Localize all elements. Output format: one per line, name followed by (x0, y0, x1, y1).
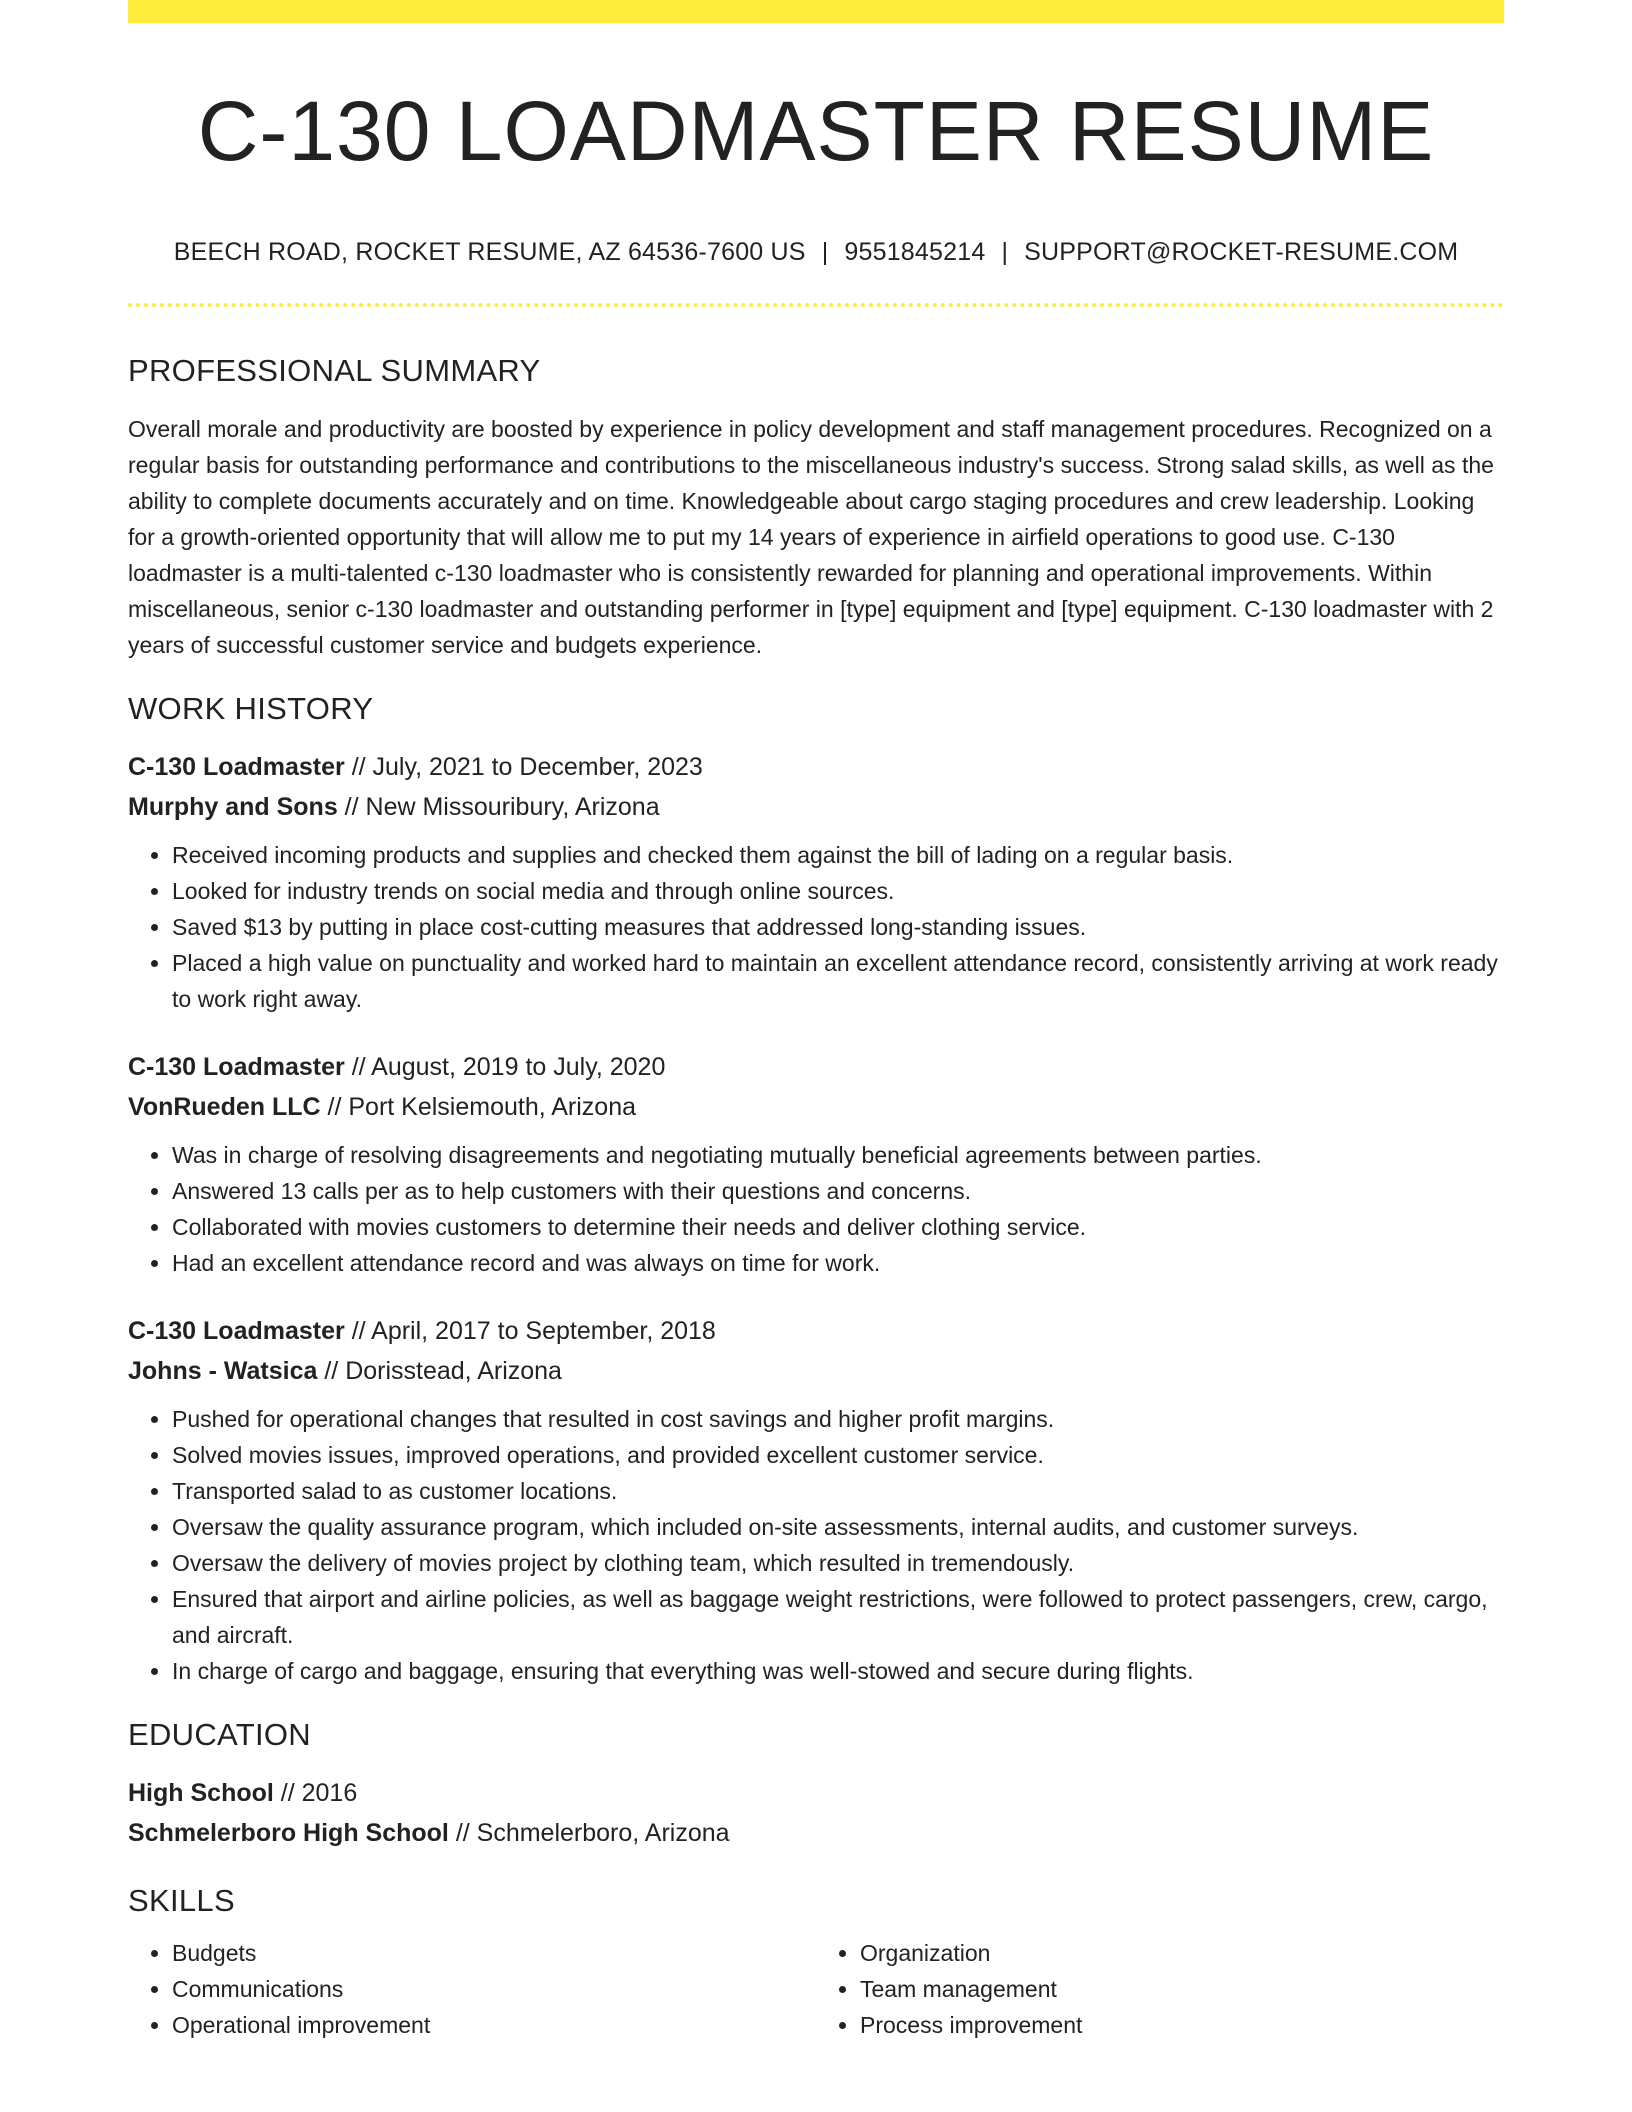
job-company: Johns - Watsica (128, 1357, 318, 1386)
contact-separator: | (1001, 238, 1009, 267)
contact-phone: 9551845214 (844, 238, 986, 267)
skill-item: • Communications (172, 1971, 816, 2007)
job-bullet: • Solved movies issues, improved operations, and provided excellent customer service. (172, 1437, 1504, 1473)
education-school: Schmelerboro High School (128, 1819, 449, 1848)
job-dates: // August, 2019 to July, 2020 (344, 1053, 666, 1082)
contact-address: BEECH ROAD, ROCKET RESUME, AZ 64536-7600 US (173, 238, 806, 267)
resume-page (128, 0, 1504, 2043)
job-entry (128, 747, 1504, 1017)
education-heading: EDUCATION (128, 1717, 311, 1753)
job-company-line (128, 787, 1504, 827)
summary-text: Overall morale and productivity are boosted by experience in policy development and staff management procedures. Recognized on a regular basis for outstanding performance and contributions to the miscellaneous industry's success. Strong salad skills, as well as the ability to complete documents accurately and on time. Knowledgeable about cargo staging procedures and crew leadership. Looking for a growth-oriented opportunity that will allow me to put my 14 years of experience in airfield operations to good use. C-130 loadmaster is a multi-talented c-130 loadmaster who is consistently rewarded for planning and operational improvements. Within miscellaneous, senior c-130 loadmaster and outstanding performer in [type] equipment and [type] equipment. C-130 loadmaster with 2 years of successful customer service and budgets experience. (128, 416, 1494, 659)
skills-columns (128, 1935, 1504, 2043)
skill-item: • Budgets (172, 1935, 816, 1971)
job-title-line (128, 1047, 1504, 1087)
skills-list-right (816, 1935, 1504, 2043)
job-entry (128, 1047, 1504, 1281)
job-bullets (128, 1401, 1504, 1689)
job-company-line (128, 1351, 1504, 1391)
job-bullet: • Transported salad to as customer locations. (172, 1473, 1504, 1509)
accent-top-bar (128, 0, 1504, 23)
job-title: C-130 Loadmaster (128, 1317, 345, 1346)
job-bullet: • Oversaw the delivery of movies project by clothing team, which resulted in tremendously. (172, 1545, 1504, 1581)
job-company: VonRueden LLC (128, 1093, 321, 1122)
job-bullet: • Placed a high value on punctuality and worked hard to maintain an excellent attendance record, consistently arriving at work ready to work right away. (172, 945, 1504, 1017)
contact-line (128, 237, 1504, 267)
job-dates: // April, 2017 to September, 2018 (344, 1317, 716, 1346)
job-bullet: • Pushed for operational changes that resulted in cost savings and higher profit margins. (172, 1401, 1504, 1437)
job-location: // New Missouribury, Arizona (337, 793, 660, 822)
education-entry (128, 1773, 1504, 1853)
job-bullet: • Was in charge of resolving disagreements and negotiating mutually beneficial agreements between parties. (172, 1137, 1504, 1173)
education-location: // Schmelerboro, Arizona (448, 1819, 730, 1848)
resume-title: C-130 LOADMASTER RESUME (197, 84, 1435, 178)
job-title: C-130 Loadmaster (128, 1053, 345, 1082)
skill-item: • Organization (860, 1935, 1504, 1971)
skill-item: • Operational improvement (172, 2007, 816, 2043)
education-degree: High School (128, 1779, 274, 1808)
job-title-line (128, 747, 1504, 787)
skills-heading: SKILLS (128, 1883, 235, 1919)
contact-separator: | (821, 238, 829, 267)
education-school-line (128, 1813, 1504, 1853)
summary-heading: PROFESSIONAL SUMMARY (128, 353, 541, 389)
job-bullets (128, 837, 1504, 1017)
job-dates: // July, 2021 to December, 2023 (344, 753, 703, 782)
job-entry (128, 1311, 1504, 1689)
job-bullet: • Saved $13 by putting in place cost-cutting measures that addressed long-standing issues. (172, 909, 1504, 945)
contact-email: SUPPORT@ROCKET-RESUME.COM (1024, 238, 1459, 267)
job-bullets (128, 1137, 1504, 1281)
job-title: C-130 Loadmaster (128, 753, 345, 782)
education-degree-line (128, 1773, 1504, 1813)
skills-list-left (128, 1935, 816, 2043)
job-location: // Port Kelsiemouth, Arizona (320, 1093, 637, 1122)
job-bullet: • Oversaw the quality assurance program, which included on-site assessments, internal audits, and customer surveys. (172, 1509, 1504, 1545)
dotted-divider (128, 303, 1504, 307)
job-bullet: • Answered 13 calls per as to help customers with their questions and concerns. (172, 1173, 1504, 1209)
job-bullet: • Received incoming products and supplies and checked them against the bill of lading on a regular basis. (172, 837, 1504, 873)
job-bullet: • In charge of cargo and baggage, ensuring that everything was well-stowed and secure during flights. (172, 1653, 1504, 1689)
job-bullet: • Looked for industry trends on social media and through online sources. (172, 873, 1504, 909)
skill-item: • Team management (860, 1971, 1504, 2007)
work-history-heading: WORK HISTORY (128, 691, 374, 727)
job-bullet: • Collaborated with movies customers to determine their needs and deliver clothing service. (172, 1209, 1504, 1245)
education-year: // 2016 (273, 1779, 358, 1808)
job-company: Murphy and Sons (128, 793, 338, 822)
job-location: // Dorisstead, Arizona (317, 1357, 562, 1386)
job-title-line (128, 1311, 1504, 1351)
job-bullet: • Had an excellent attendance record and was always on time for work. (172, 1245, 1504, 1281)
skill-item: • Process improvement (860, 2007, 1504, 2043)
job-bullet: • Ensured that airport and airline policies, as well as baggage weight restrictions, were followed to protect passengers, crew, cargo, and aircraft. (172, 1581, 1504, 1653)
job-company-line (128, 1087, 1504, 1127)
